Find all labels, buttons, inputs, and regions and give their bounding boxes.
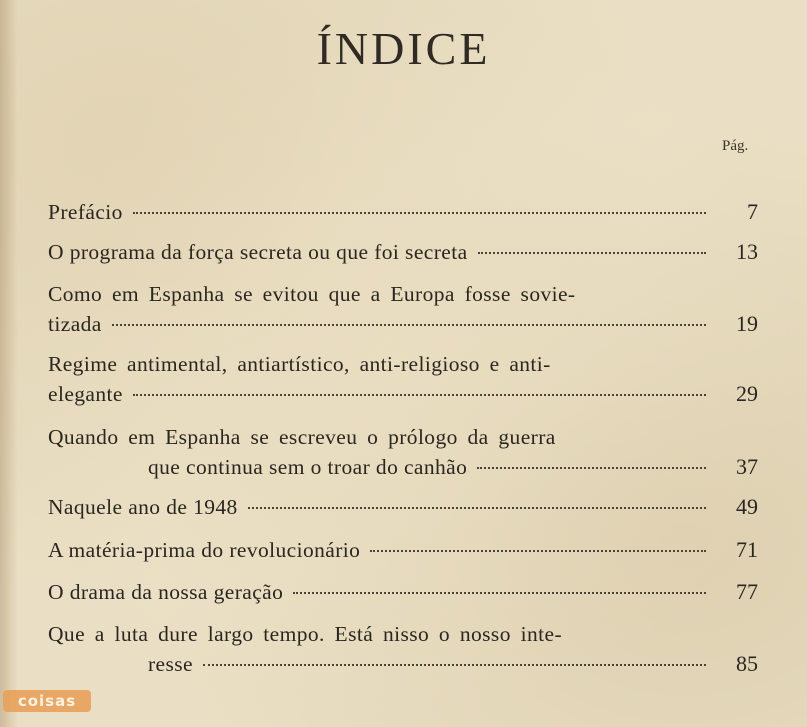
toc-entry-title: Como em Espanha se evitou que a Europa fosse sovie- (48, 282, 576, 306)
toc-entry (48, 197, 758, 227)
toc-entry (48, 620, 758, 679)
toc-page-number: 29 (736, 381, 758, 406)
toc-entry-title: Naquele ano de 1948 (48, 495, 238, 519)
dot-leader (248, 507, 706, 509)
toc-page-number: 49 (736, 494, 758, 519)
page-edge-shadow (0, 0, 18, 727)
toc-entry (48, 237, 758, 267)
toc-entry (48, 350, 758, 409)
toc-entry-title-continued: elegante (48, 382, 123, 406)
watermark-logo: coisas (3, 690, 91, 712)
toc-entry-title: Quando em Espanha se escreveu o prólogo da guerra (48, 425, 556, 449)
toc-line (48, 237, 758, 267)
toc-entry-title: Que a luta dure largo tempo. Está nisso o nosso inte- (48, 622, 563, 646)
toc-page-number: 85 (736, 651, 758, 676)
toc-page-number: 7 (747, 199, 758, 224)
page-title: ÍNDICE (316, 23, 491, 74)
toc-line (48, 649, 758, 679)
toc-entry-title: O drama da nossa geração (48, 580, 284, 604)
toc-line (48, 535, 758, 565)
toc-entry-title: A matéria-prima do revolucionário (48, 538, 361, 562)
toc-page-number: 19 (736, 311, 758, 336)
dot-leader (477, 467, 706, 469)
toc-page-number: 71 (736, 537, 758, 562)
dot-leader (370, 550, 706, 552)
dot-leader (133, 394, 706, 396)
toc-entry-title-continued: que continua sem o troar do canhão (148, 455, 468, 479)
toc-line (48, 280, 758, 309)
toc-line (48, 379, 758, 409)
toc-page-number: 13 (736, 239, 758, 264)
toc-entry (48, 280, 758, 339)
page-column-header: Pág. (722, 138, 749, 154)
dot-leader (478, 252, 706, 254)
toc-entry (48, 492, 758, 522)
toc-line (48, 350, 758, 379)
toc-line (48, 309, 758, 339)
toc-entry (48, 535, 758, 565)
dot-leader (203, 664, 706, 666)
toc-line (48, 423, 758, 452)
toc-entry-title-continued: resse (148, 652, 193, 676)
toc-entry-title: Prefácio (48, 200, 123, 224)
toc-page-number: 37 (736, 454, 758, 479)
toc-entry (48, 423, 758, 482)
dot-leader (112, 324, 706, 326)
toc-line (48, 620, 758, 649)
dot-leader (293, 592, 706, 594)
toc-page-number: 77 (736, 579, 758, 604)
toc-line (48, 492, 758, 522)
dot-leader (133, 212, 706, 214)
toc-entry-title: Regime antimental, antiartístico, anti-religioso e anti- (48, 352, 551, 376)
toc-entry-title: O programa da força secreta ou que foi secreta (48, 240, 468, 264)
toc-entry (48, 577, 758, 607)
toc-entry-title-continued: tizada (48, 312, 102, 336)
toc-line (48, 577, 758, 607)
toc-line (48, 197, 758, 227)
toc-line (48, 452, 758, 482)
